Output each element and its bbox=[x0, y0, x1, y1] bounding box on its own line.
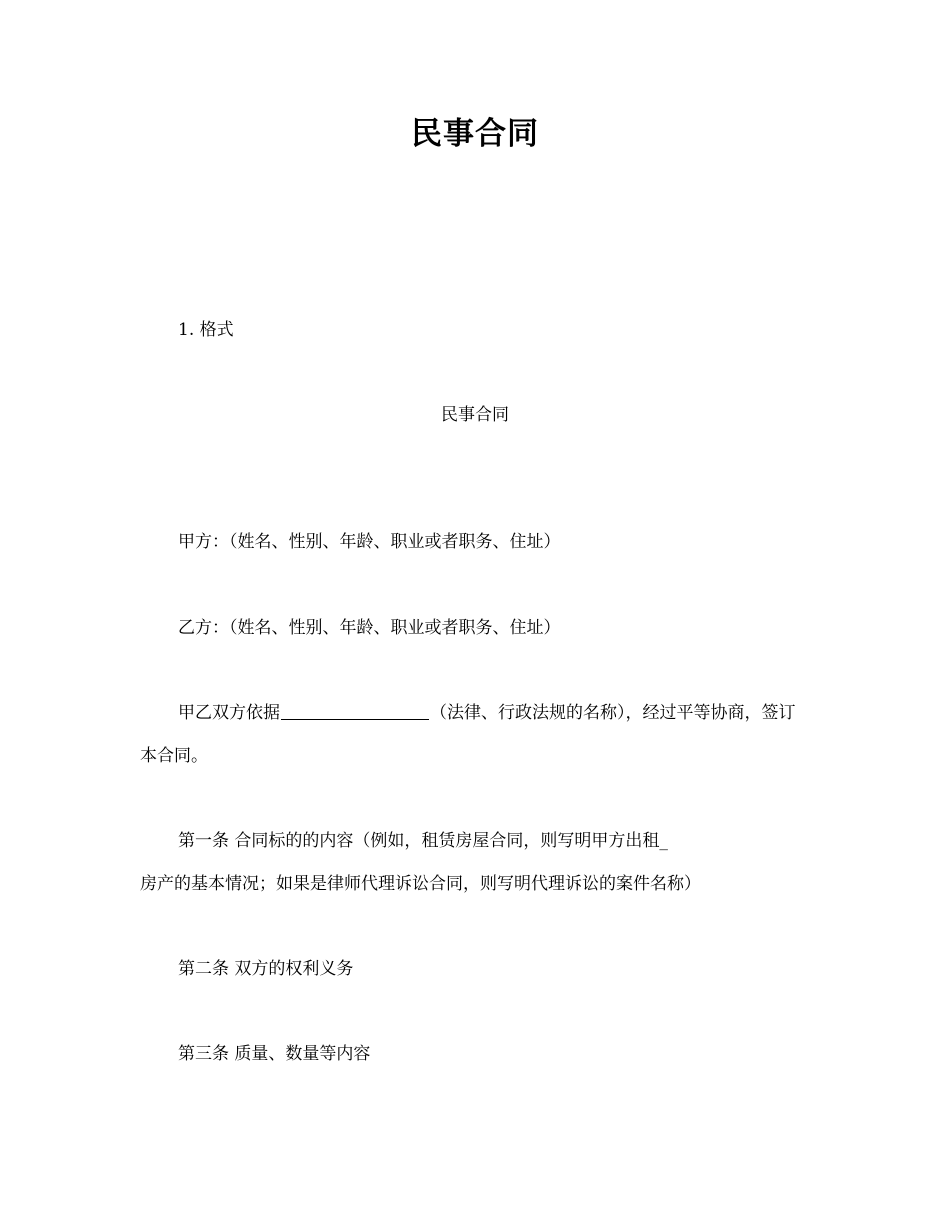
article-1-line-1: 第一条 合同标的的内容（例如，租赁房屋合同，则写明甲方出租_ bbox=[178, 831, 668, 851]
legal-basis-continuation: 本合同。 bbox=[140, 746, 208, 766]
legal-basis-suffix: （法律、行政法规的名称），经过平等协商，签订 bbox=[430, 703, 796, 723]
article-1-line-2: 房产的基本情况；如果是律师代理诉讼合同，则写明代理诉讼的案件名称） bbox=[140, 874, 701, 894]
article-3: 第三条 质量、数量等内容 bbox=[178, 1044, 371, 1064]
law-name-blank bbox=[281, 701, 429, 720]
legal-basis-prefix: 甲乙双方依据 bbox=[178, 703, 280, 723]
section-heading: 1. 格式 bbox=[178, 320, 234, 340]
document-title: 民事合同 bbox=[411, 116, 539, 152]
article-2: 第二条 双方的权利义务 bbox=[178, 959, 354, 979]
legal-basis-line bbox=[178, 701, 796, 725]
party-b-line: 乙方：（姓名、性别、年龄、职业或者职务、住址） bbox=[178, 618, 561, 638]
contract-subtitle: 民事合同 bbox=[441, 405, 509, 425]
party-a-line: 甲方：（姓名、性别、年龄、职业或者职务、住址） bbox=[178, 532, 561, 552]
